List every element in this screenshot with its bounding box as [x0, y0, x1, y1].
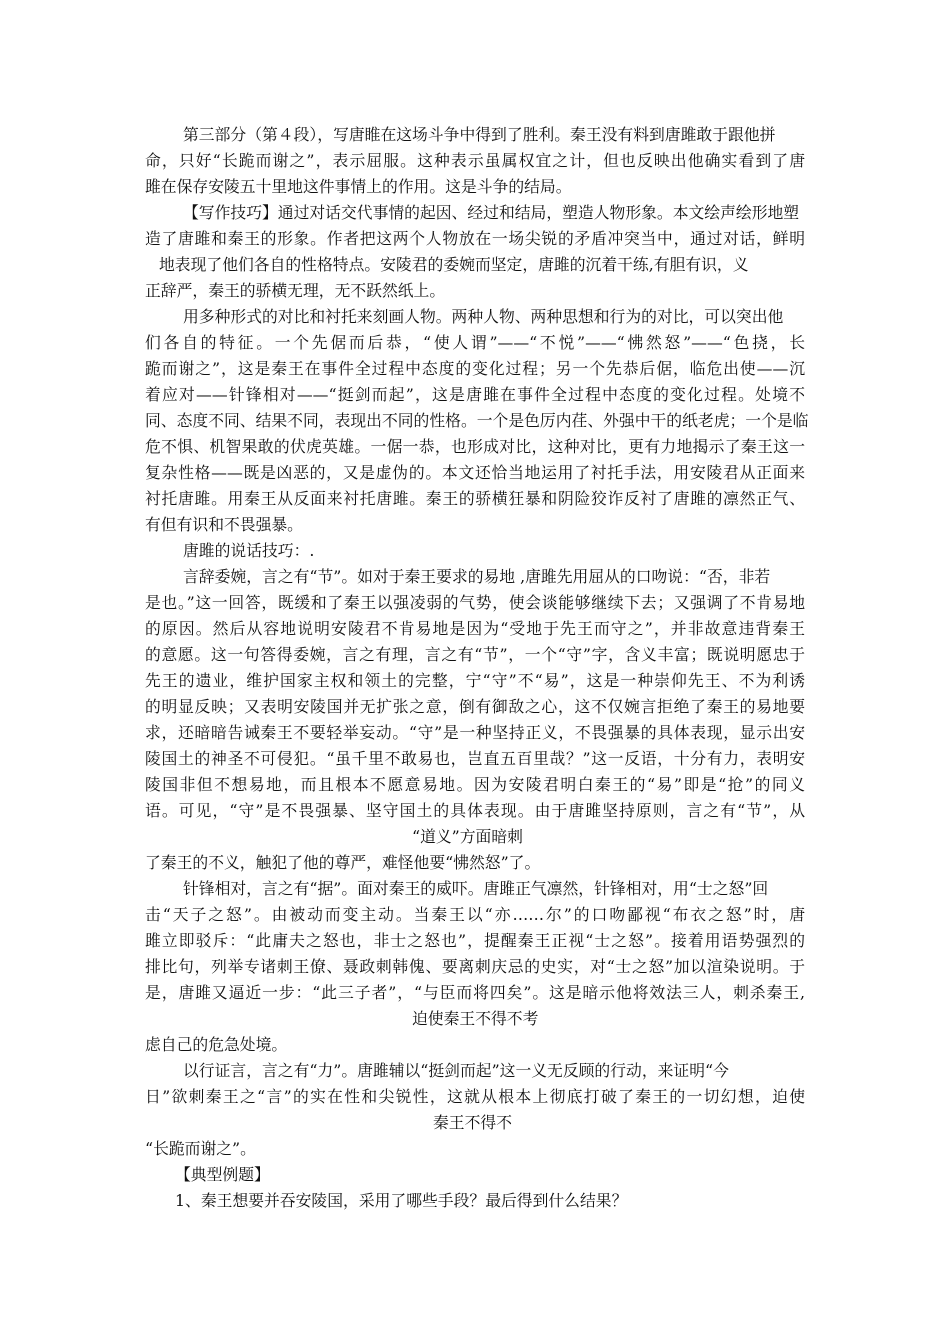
text-line: 们各自的特征。一个先倨而后恭，“使人谓”——“不悦”——“怫然怒”——“色挠，长	[145, 333, 805, 352]
text-line: 有但有识和不畏强暴。	[145, 515, 303, 534]
text-line: 的意愿。这一句答得委婉，言之有理，言之有“节”，一个“守”字，含义丰富；既说明愿忠于	[145, 645, 805, 664]
text-line: 了秦王的不义，触犯了他的尊严，难怪他要“怫然怒”了。	[145, 853, 541, 872]
text-line: 求，还暗暗告诫秦王不要轻举妄动。“守”是一种坚持正义，不畏强暴的具体表现，显示出安	[145, 723, 805, 742]
text-line: 雎在保存安陵五十里地这件事情上的作用。这是斗争的结局。	[145, 177, 572, 196]
text-line: 以行证言，言之有“力”。唐雎辅以“挺剑而起”这一义无反顾的行动，来证明“今	[183, 1061, 729, 1080]
text-line: 语。可见，“守”是不畏强暴、坚守国土的具体表现。由于唐雎坚持原则，言之有“节”，从	[145, 801, 805, 820]
text-line: 击“天子之怒”。由被动而变主动。当秦王以“亦……尔”的口吻鄙视“布衣之怒”时，唐	[145, 905, 805, 924]
text-line: 日”欲刺秦王之“言”的实在性和尖锐性，这就从根本上彻底打破了秦王的一切幻想，迫使	[145, 1087, 805, 1106]
text-line: “道义”方面暗刺	[412, 827, 523, 846]
text-line: 针锋相对，言之有“据”。面对秦王的威吓。唐雎正气凛然，针锋相对，用“士之怒”回	[183, 879, 769, 898]
text-line: 命，只好“长跪而谢之”，表示屈服。这种表示虽属权宜之计，但也反映出他确实看到了唐	[145, 151, 805, 170]
text-line: 陵国土的神圣不可侵犯。“虽千里不敢易也，岂直五百里哉？”这一反语，十分有力，表明安	[145, 749, 805, 768]
text-line: 复杂性格——既是凶恶的，又是虚伪的。本文还恰当地运用了衬托手法，用安陵君从正面来	[145, 463, 805, 482]
section-heading: 【典型例题】	[175, 1165, 270, 1184]
text-line: 着应对——针锋相对——“挺剑而起”，这是唐雎在事件全过程中态度的变化过程。处境不	[145, 385, 805, 404]
text-line: 秦王不得不	[433, 1113, 512, 1132]
text-line: 衬托唐雎。用秦王从反面来衬托唐雎。秦王的骄横狂暴和阴险狡诈反衬了唐雎的凛然正气、	[145, 489, 805, 508]
text-line: 正辞严，秦王的骄横无理，无不跃然纸上。	[145, 281, 446, 300]
text-line: 危不惧、机智果敢的伏虎英雄。一倨一恭，也形成对比，这种对比，更有力地揭示了秦王这一	[145, 437, 805, 456]
text-line: 雎立即驳斥：“此庸夫之怒也，非士之怒也”，提醒秦王正视“士之怒”。接着用语势强烈的	[145, 931, 805, 950]
text-line: 排比句，列举专诸刺王僚、聂政刺韩傀、要离刺庆忌的史实，对“士之怒”加以渲染说明。于	[145, 957, 805, 976]
text-line: 造了唐雎和秦王的形象。作者把这两个人物放在一场尖锐的矛盾冲突当中，通过对话，鲜明	[145, 229, 805, 248]
text-line: “长跪而谢之”。	[145, 1139, 256, 1158]
question-line: 1、秦王想要并吞安陵国，采用了哪些手段？最后得到什么结果？	[175, 1191, 628, 1210]
text-line: 同、态度不同、结果不同，表现出不同的性格。一个是色厉内荏、外强中干的纸老虎；一个是临	[145, 411, 809, 430]
text-line: 的明显反映；又表明安陵国并无扩张之意，倒有御敌之心，这不仅婉言拒绝了秦王的易地要	[145, 697, 805, 716]
text-line: 第三部分（第４段），写唐睢在这场斗争中得到了胜利。秦王没有料到唐雎敢于跟他拼	[183, 125, 776, 144]
text-line: 是，唐雎又逼近一步：“此三子者”，“与臣而将四矣”。这是暗示他将效法三人，刺杀秦王,	[145, 983, 805, 1002]
text-line: 用多种形式的对比和衬托来刻画人物。两种人物、两种思想和行为的对比，可以突出他	[183, 307, 784, 326]
text-line: 言辞委婉，言之有“节”。如对于秦王要求的易地 ,唐雎先用屈从的口吻说：“否，非若	[183, 567, 771, 586]
text-line: 【写作技巧】通过对话交代事情的起因、经过和结局，塑造人物形象。本文绘声绘形地塑	[183, 203, 800, 222]
text-line: 虑自己的危急处境。	[145, 1035, 288, 1054]
text-line: 先王的遗业，维护国家主权和领土的完整，宁“守”不“易”，这是一种崇仰先王、不为利诱	[145, 671, 805, 690]
text-line: 地表现了他们各自的性格特点。安陵君的委婉而坚定，唐雎的沉着干练,有胆有识，义	[159, 255, 749, 274]
text-line: 唐雎的说话技巧：.	[183, 541, 315, 560]
text-line: 跪而谢之”，这是秦王在事件全过程中态度的变化过程；另一个先恭后倨，临危出使——沉	[145, 359, 805, 378]
text-line: 的原因。然后从容地说明安陵君不肯易地是因为“受地于先王而守之”，并非故意违背秦王	[145, 619, 805, 638]
text-line: 迫使秦王不得不考	[412, 1009, 539, 1028]
text-line: 是也。”这一回答，既缓和了秦王以强凌弱的气势，使会谈能够继续下去；又强调了不肯易地	[145, 593, 805, 612]
text-line: 陵国非但不想易地，而且根本不愿意易地。因为安陵君明白秦王的“易”即是“抢”的同义	[145, 775, 805, 794]
